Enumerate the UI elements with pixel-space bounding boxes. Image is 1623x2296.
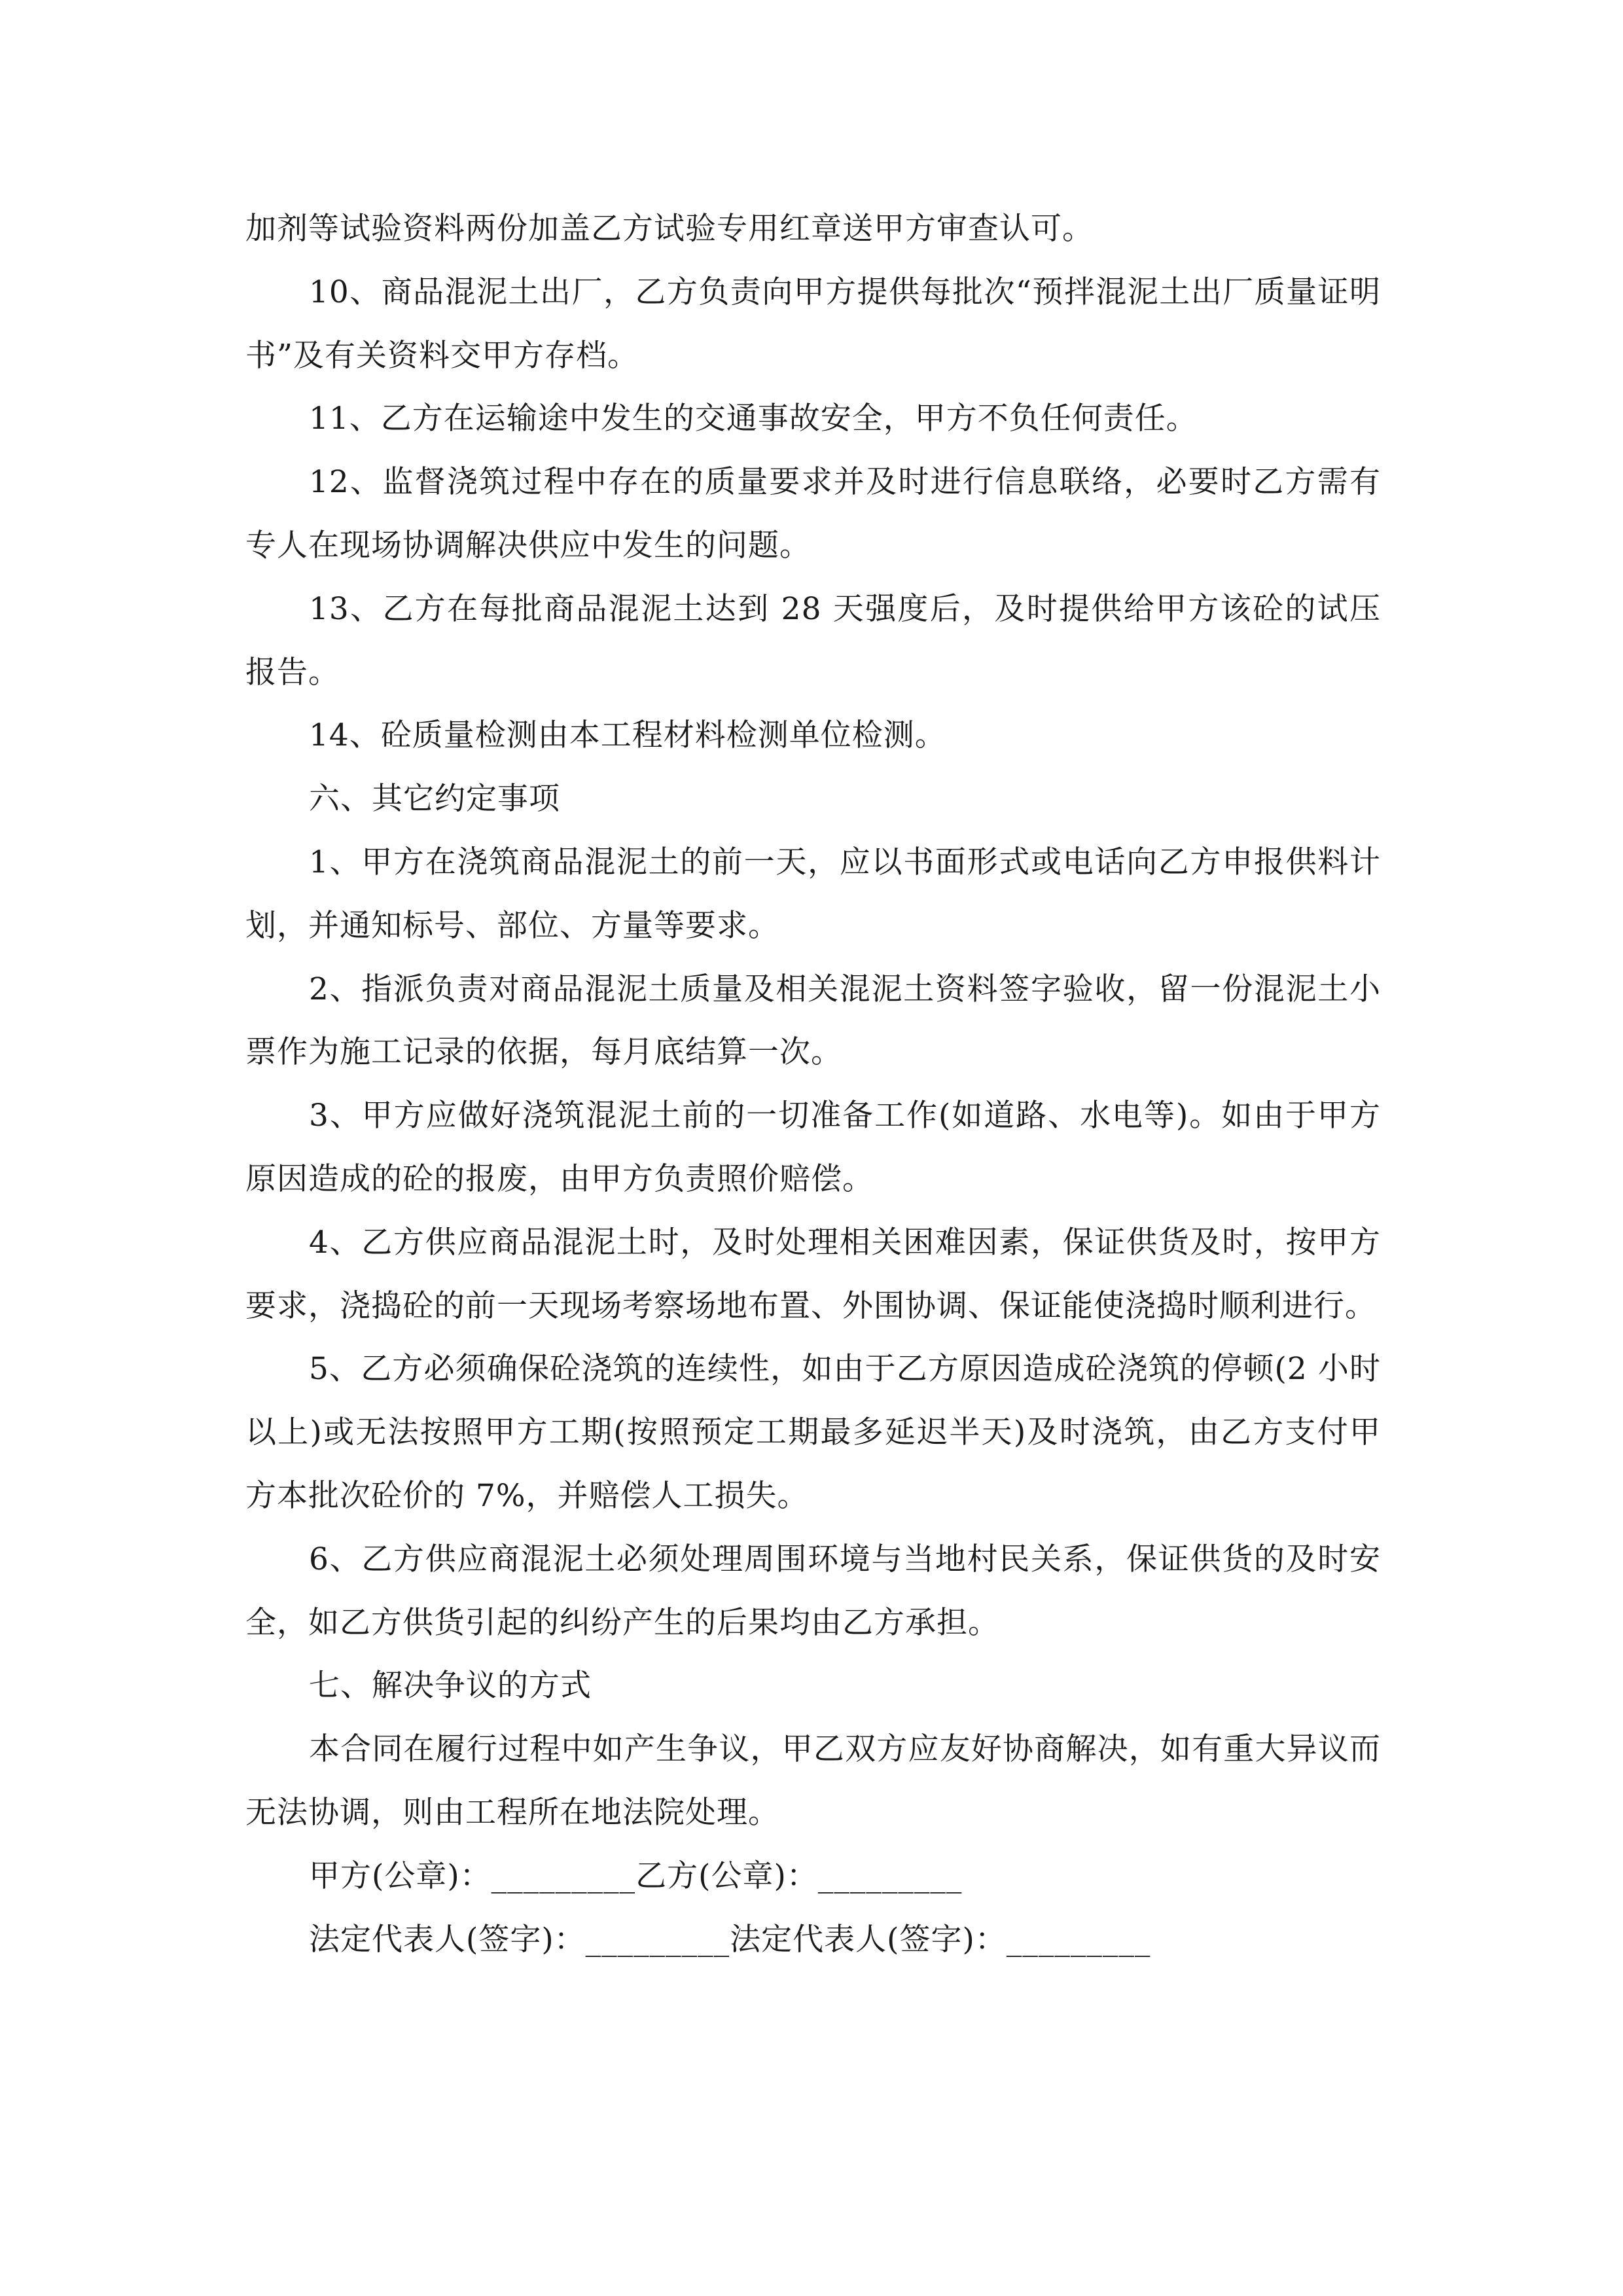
paragraph: 5、乙方必须确保砼浇筑的连续性，如由于乙方原因造成砼浇筑的停顿(2 小时以上)或无法按照甲方工期(按照预定工期最多延迟半天)及时浇筑，由乙方支付甲方本批次砼价的 7%，并赔偿人工损失。	[245, 1351, 1381, 1514]
paragraph: 2、指派负责对商品混泥土质量及相关混泥土资料签字验收，留一份混泥土小票作为施工记录的依据，每月底结算一次。	[245, 971, 1381, 1071]
paragraph: 10、商品混泥土出厂，乙方负责向甲方提供每批次“预拌混泥土出厂质量证明书”及有关资料交甲方存档。	[245, 274, 1381, 374]
signature-line-seal: 甲方(公章)：_________乙方(公章)：_________	[309, 1857, 963, 1894]
paragraph: 12、监督浇筑过程中存在的质量要求并及时进行信息联络，必要时乙方需有专人在现场协调解决供应中发生的问题。	[245, 464, 1381, 564]
paragraph: 6、乙方供应商混泥土必须处理周围环境与当地村民关系，保证供货的及时安全，如乙方供货引起的纠纷产生的后果均由乙方承担。	[245, 1541, 1381, 1641]
paragraph: 14、砼质量检测由本工程材料检测单位检测。	[309, 717, 946, 754]
section-heading: 七、解决争议的方式	[309, 1668, 592, 1704]
paragraph: 3、甲方应做好浇筑混泥土前的一切准备工作(如道路、水电等)。如由于甲方原因造成的砼的报废，由甲方负责照价赔偿。	[245, 1098, 1381, 1197]
paragraph: 本合同在履行过程中如产生争议，甲乙双方应友好协商解决，如有重大异议而无法协调，则由工程所在地法院处理。	[245, 1731, 1381, 1831]
paragraph: 4、乙方供应商品混泥土时，及时处理相关困难因素，保证供货及时，按甲方要求，浇捣砼的前一天现场考察场地布置、外围协调、保证能使浇捣时顺利进行。	[245, 1224, 1381, 1324]
paragraph: 11、乙方在运输途中发生的交通事故安全，甲方不负任何责任。	[309, 401, 1198, 437]
paragraph: 13、乙方在每批商品混泥土达到 28 天强度后，及时提供给甲方该砼的试压报告。	[245, 590, 1381, 691]
document-body	[245, 198, 1381, 1971]
signature-line-representative: 法定代表人(签字)：_________法定代表人(签字)：_________	[309, 1921, 1151, 1958]
paragraph: 1、甲方在浇筑商品混泥土的前一天，应以书面形式或电话向乙方申报供料计划，并通知标号、部位、方量等要求。	[245, 844, 1381, 944]
section-heading: 六、其它约定事项	[309, 781, 560, 817]
paragraph: 加剂等试验资料两份加盖乙方试验专用红章送甲方审查认可。	[245, 211, 1094, 247]
